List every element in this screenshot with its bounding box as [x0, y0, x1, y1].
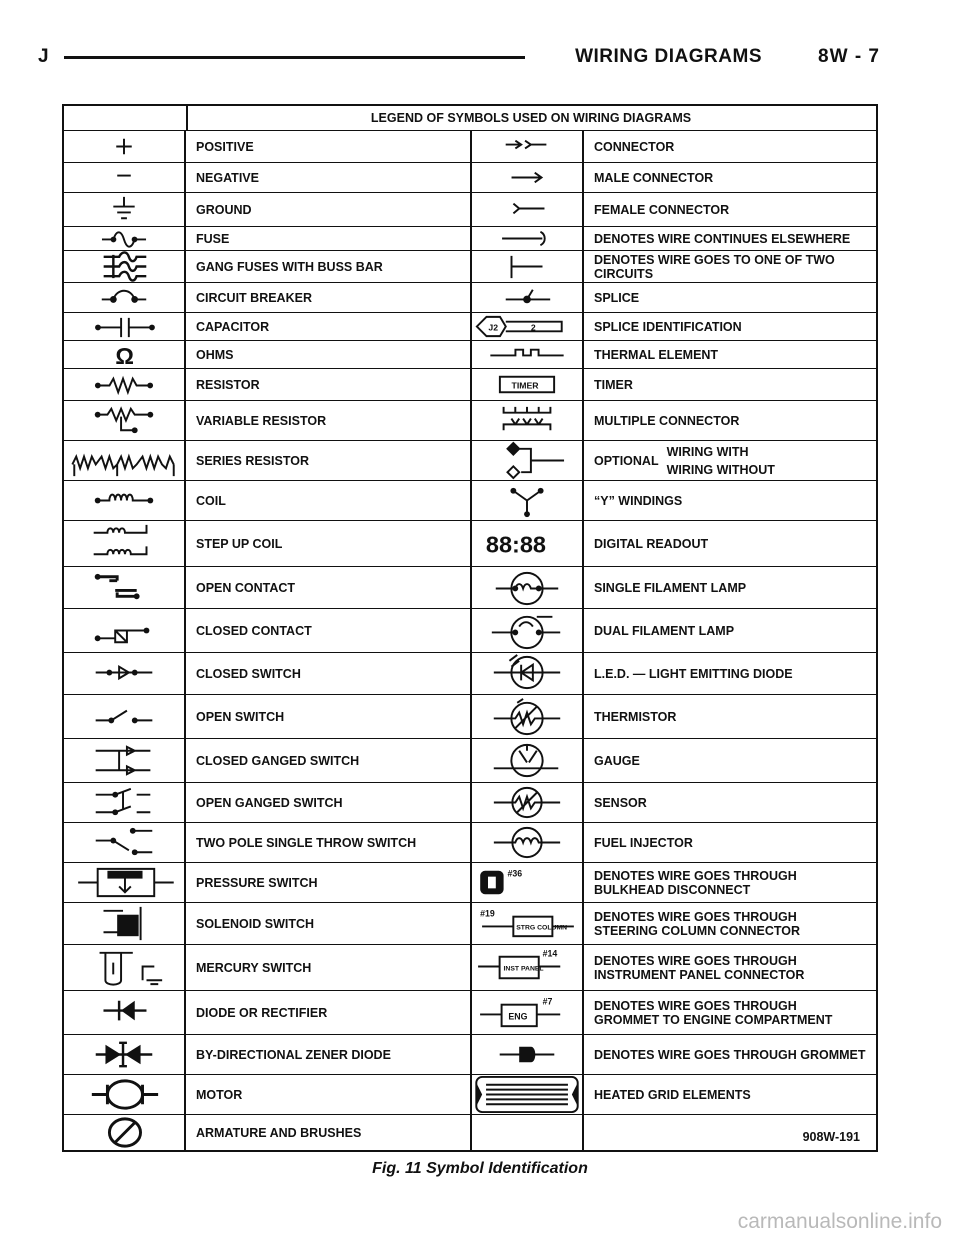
legend-row	[64, 226, 876, 250]
legend-row	[64, 738, 876, 782]
legend-row	[64, 652, 876, 694]
legend-label-right: SINGLE FILAMENT LAMP	[594, 580, 747, 595]
optional-label	[594, 445, 775, 477]
legend-label-right: DENOTES WIRE GOES THROUGH GROMMET	[594, 1047, 866, 1062]
splice-id-letter: J2	[488, 322, 499, 333]
legend-label-right: HEATED GRID ELEMENTS	[594, 1087, 751, 1102]
legend-label-left: FUSE	[196, 231, 230, 246]
legend-row	[64, 440, 876, 480]
ground-symbol	[64, 193, 186, 226]
splice-symbol	[472, 283, 584, 312]
legend-label-left: ARMATURE AND BRUSHES	[196, 1125, 362, 1140]
circuit-breaker-symbol	[64, 283, 186, 312]
legend-row	[64, 782, 876, 822]
page-number: 8W - 7	[818, 46, 880, 67]
splice-id-symbol	[472, 313, 584, 340]
legend-label-right: DENOTES WIRE GOES THROUGH INSTRUMENT PANEL CONNECTOR	[594, 953, 805, 982]
legend-row	[64, 312, 876, 340]
legend-row	[64, 250, 876, 282]
legend-row	[64, 990, 876, 1034]
thermistor-symbol	[472, 695, 584, 738]
legend-label-left: CIRCUIT BREAKER	[196, 290, 312, 305]
figure-caption: Fig. 11 Symbol Identification	[372, 1160, 588, 1177]
solenoid-switch-symbol	[64, 903, 186, 944]
legend-label-right: THERMISTOR	[594, 709, 677, 724]
legend-label-left: SOLENOID SWITCH	[196, 916, 315, 931]
legend-label-right: DENOTES WIRE GOES TO ONE OF TWO CIRCUITS	[594, 252, 835, 281]
svg-text:Ω: Ω	[115, 343, 134, 368]
legend-label-right: TIMER	[594, 377, 633, 392]
sensor-symbol	[472, 783, 584, 822]
y-windings-symbol	[472, 481, 584, 520]
splice-id-number: 2	[530, 322, 536, 333]
male-connector-symbol	[472, 163, 584, 192]
steering-box-text: STRG COLUMN	[516, 924, 568, 932]
engine-number: #7	[542, 996, 553, 1007]
legend-row	[64, 400, 876, 440]
legend-label-left: VARIABLE RESISTOR	[196, 413, 327, 428]
gauge-symbol	[472, 739, 584, 782]
inst-number: #14	[542, 948, 558, 959]
legend-label-right: DENOTES WIRE GOES THROUGH GROMMET TO ENGINE COMPARTMENT	[594, 998, 833, 1027]
armature-brushes-symbol	[64, 1115, 186, 1150]
variable-resistor-symbol	[64, 401, 186, 440]
digital-readout-text: 88:88	[485, 531, 546, 558]
fuse-symbol	[64, 227, 186, 250]
optional-with-label: WIRING WITH	[666, 444, 749, 459]
motor-symbol	[64, 1075, 186, 1114]
legend-label-left: CLOSED CONTACT	[196, 623, 312, 638]
engine-grommet-symbol	[472, 991, 584, 1034]
step-up-coil-symbol	[64, 521, 186, 566]
heated-grid-symbol	[472, 1075, 584, 1114]
timer-symbol	[472, 369, 584, 400]
section-letter: J	[38, 46, 49, 67]
legend-label-left: NEGATIVE	[196, 170, 259, 185]
single-filament-lamp-symbol	[472, 567, 584, 608]
steering-column-connector-symbol	[472, 903, 584, 944]
closed-contact-symbol	[64, 609, 186, 652]
positive-symbol	[64, 131, 186, 162]
pressure-switch-symbol	[64, 863, 186, 902]
legend-label-right: CONNECTOR	[594, 139, 675, 154]
legend-label-right: SPLICE	[594, 290, 640, 305]
legend-label-right: SPLICE IDENTIFICATION	[594, 319, 742, 334]
negative-symbol	[64, 163, 186, 192]
legend-label-left: CAPACITOR	[196, 319, 270, 334]
thermal-element-symbol	[472, 341, 584, 368]
legend-label-right: THERMAL ELEMENT	[594, 347, 719, 362]
legend-label-left: PRESSURE SWITCH	[196, 875, 318, 890]
legend-label-right: SENSOR	[594, 795, 647, 810]
legend-label-left: OPEN GANGED SWITCH	[196, 795, 343, 810]
legend-label-left: OHMS	[196, 347, 234, 362]
inst-box-text: INST PANEL	[503, 965, 544, 973]
optional-main-label: OPTIONAL	[594, 453, 659, 468]
zener-diode-symbol	[64, 1035, 186, 1074]
legend-label-left: OPEN SWITCH	[196, 709, 285, 724]
legend-label-left: DIODE OR RECTIFIER	[196, 1005, 328, 1020]
resistor-symbol	[64, 369, 186, 400]
figure-id: 908W-191	[802, 1130, 860, 1144]
legend-title: LEGEND OF SYMBOLS USED ON WIRING DIAGRAMS	[370, 111, 692, 125]
open-contact-symbol	[64, 567, 186, 608]
legend-label-left: MERCURY SWITCH	[196, 960, 312, 975]
legend-label-left: COIL	[196, 493, 226, 508]
section-title: WIRING DIAGRAMS	[575, 46, 762, 67]
legend-label-left: POSITIVE	[196, 139, 254, 154]
legend-label-left: GANG FUSES WITH BUSS BAR	[196, 259, 383, 274]
legend-label-right: “Y” WINDINGS	[594, 493, 683, 508]
legend-row	[64, 902, 876, 944]
legend-label-left: STEP UP COIL	[196, 536, 283, 551]
legend-label-right: DIGITAL READOUT	[594, 536, 709, 551]
legend-row	[64, 566, 876, 608]
timer-box-text: TIMER	[511, 380, 539, 391]
digital-readout-symbol	[472, 521, 584, 566]
legend-label-right: MULTIPLE CONNECTOR	[594, 413, 740, 428]
legend-row	[64, 1074, 876, 1114]
legend-label-right: DENOTES WIRE GOES THROUGH STEERING COLUMN CONNECTOR	[594, 909, 801, 938]
engine-box-text: ENG	[508, 1011, 528, 1022]
open-switch-symbol	[64, 695, 186, 738]
legend-label-right: FEMALE CONNECTOR	[594, 202, 730, 217]
optional-sub-labels	[667, 445, 775, 477]
legend-row	[64, 480, 876, 520]
legend-header-blank	[64, 106, 188, 130]
instrument-panel-connector-symbol	[472, 945, 584, 990]
closed-switch-symbol	[64, 653, 186, 694]
watermark: carmanualsonline.info	[737, 1210, 942, 1233]
two-pole-switch-symbol	[64, 823, 186, 862]
header-rule	[64, 56, 525, 59]
legend-label-left: MOTOR	[196, 1087, 243, 1102]
ohms-symbol	[64, 341, 186, 368]
dual-filament-lamp-symbol	[472, 609, 584, 652]
legend-row	[64, 520, 876, 566]
legend-row	[64, 282, 876, 312]
connector-symbol	[472, 131, 584, 162]
legend-label-left: BY-DIRECTIONAL ZENER DIODE	[196, 1047, 391, 1062]
legend-row	[64, 1034, 876, 1074]
led-symbol	[472, 653, 584, 694]
legend-label-left: SERIES RESISTOR	[196, 453, 309, 468]
female-connector-symbol	[472, 193, 584, 226]
legend-label-left: GROUND	[196, 202, 252, 217]
legend-label-left: CLOSED GANGED SWITCH	[196, 753, 360, 768]
open-ganged-switch-symbol	[64, 783, 186, 822]
coil-symbol	[64, 481, 186, 520]
legend-header	[64, 106, 876, 130]
legend-row	[64, 340, 876, 368]
mercury-switch-symbol	[64, 945, 186, 990]
legend-row	[64, 944, 876, 990]
legend-label-left: OPEN CONTACT	[196, 580, 296, 595]
legend-label-left: TWO POLE SINGLE THROW SWITCH	[196, 835, 417, 850]
legend-row	[64, 862, 876, 902]
optional-without-label: WIRING WITHOUT	[666, 462, 775, 477]
diode-symbol	[64, 991, 186, 1034]
legend-label-right: FUEL INJECTOR	[594, 835, 693, 850]
gang-fuses-symbol	[64, 251, 186, 282]
legend-label-right: L.E.D. — LIGHT EMITTING DIODE	[594, 666, 793, 681]
series-resistor-symbol	[64, 441, 186, 480]
optional-wiring-symbol	[472, 441, 584, 480]
legend-row	[64, 694, 876, 738]
legend-row	[64, 608, 876, 652]
capacitor-symbol	[64, 313, 186, 340]
wire-continues-symbol	[472, 227, 584, 250]
multiple-connector-symbol	[472, 401, 584, 440]
legend-label-right: DENOTES WIRE CONTINUES ELSEWHERE	[594, 231, 851, 246]
bulkhead-number: #36	[507, 868, 523, 879]
legend-label-right: DUAL FILAMENT LAMP	[594, 623, 735, 638]
legend-label-left: CLOSED SWITCH	[196, 666, 301, 681]
legend-label-right: MALE CONNECTOR	[594, 170, 714, 185]
legend-label-left: RESISTOR	[196, 377, 260, 392]
legend-label-right: GAUGE	[594, 753, 640, 768]
fuel-injector-symbol	[472, 823, 584, 862]
page-header	[38, 42, 880, 72]
bulkhead-disconnect-symbol	[472, 863, 584, 902]
legend-row	[64, 192, 876, 226]
steering-number: #19	[480, 908, 495, 919]
legend-row	[64, 130, 876, 162]
wire-two-circuits-symbol	[472, 251, 584, 282]
legend-label-right: DENOTES WIRE GOES THROUGH BULKHEAD DISCONNECT	[594, 868, 797, 897]
closed-ganged-switch-symbol	[64, 739, 186, 782]
symbol-legend-table	[62, 104, 878, 1152]
legend-row	[64, 162, 876, 192]
legend-row	[64, 1114, 876, 1150]
legend-row	[64, 368, 876, 400]
legend-row	[64, 822, 876, 862]
grommet-symbol	[472, 1035, 584, 1074]
